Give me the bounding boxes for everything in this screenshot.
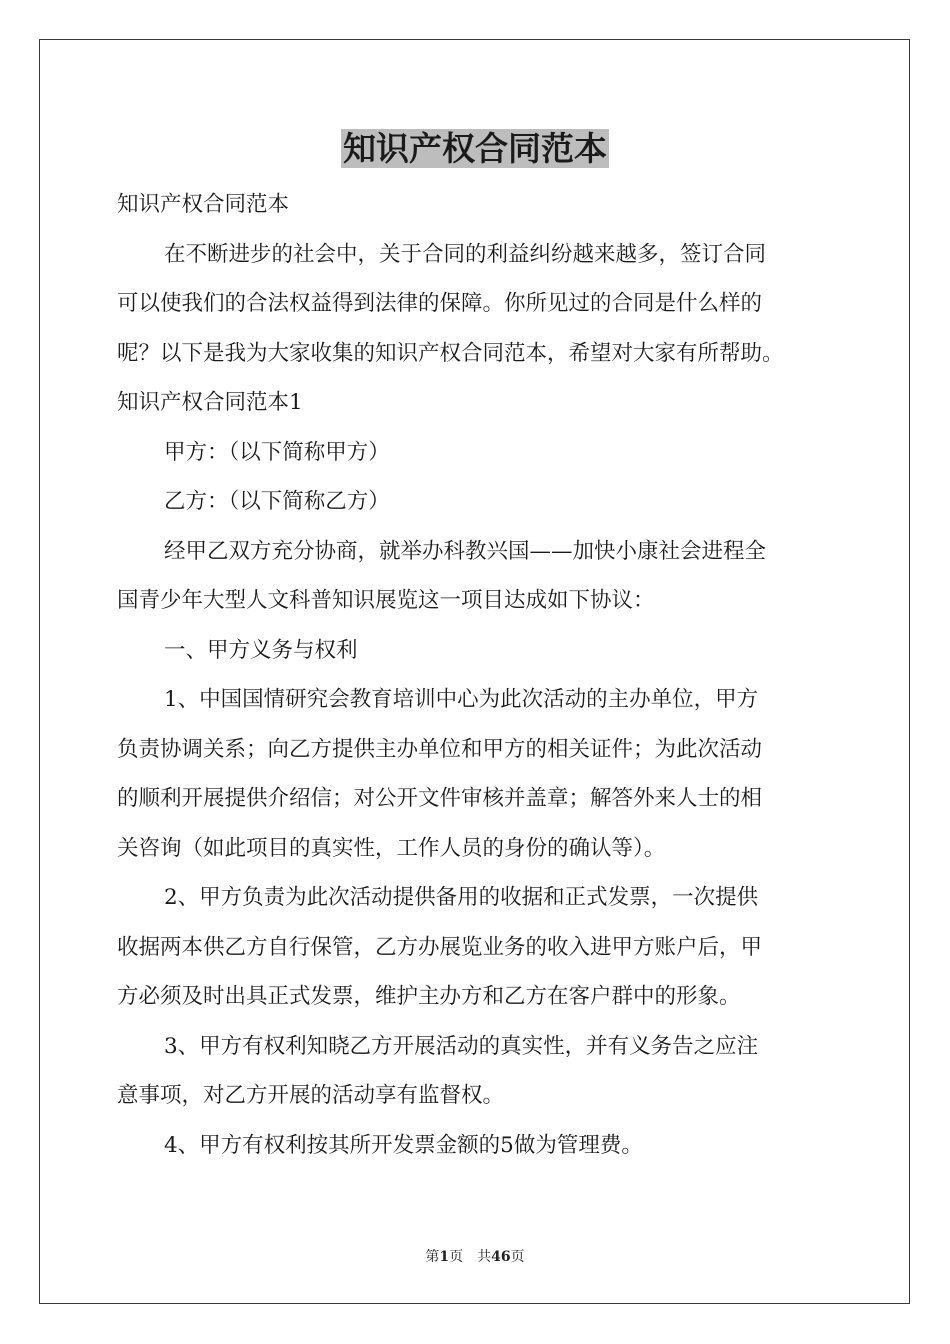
clause-line: 负责协调关系；向乙方提供主办单位和甲方的相关证件；为此次活动 <box>117 736 763 762</box>
paragraph-line: 呢？以下是我为大家收集的知识产权合同范本，希望对大家有所帮助。 <box>117 340 784 366</box>
subtitle-line: 知识产权合同范本 <box>117 192 290 217</box>
clause-line: 方必须及时出具正式发票，维护主办方和乙方在客户群中的形象。 <box>117 984 741 1009</box>
clause-line: 意事项，对乙方开展的活动享有监督权。 <box>117 1083 505 1108</box>
clause-line: 关咨询（如此项目的真实性，工作人员的身份的确认等）。 <box>117 835 666 861</box>
paragraph-line: 可以使我们的合法权益得到法律的保障。你所见过的合同是什么样的 <box>117 291 763 316</box>
document-title-text: 知识产权合同范本 <box>343 129 607 168</box>
page-number: 1 <box>439 1249 450 1265</box>
document-body <box>117 180 833 1170</box>
paragraph-line: 在不断进步的社会中，关于合同的利益纠纷越来越多，签订合同 <box>164 241 767 267</box>
clause-line: 的顺利开展提供介绍信；对公开文件审核并盖章；解答外来人士的相 <box>117 786 763 811</box>
total-pages: 46 <box>491 1249 511 1265</box>
clause-line: 1、中国国情研究会教育培训中心为此次活动的主办单位，甲方 <box>164 687 759 712</box>
paragraph-line: 经甲乙双方充分协商，就举办科教兴国——加快小康社会进程全 <box>164 538 767 564</box>
page-footer <box>0 1247 950 1267</box>
total-suffix: 页 <box>510 1249 525 1265</box>
document-title <box>0 126 950 172</box>
clause-line: 3、甲方有权利知晓乙方开展活动的真实性，并有义务告之应注 <box>164 1033 759 1059</box>
clause-line: 收据两本供乙方自行保管，乙方办展览业务的收入进甲方账户后，甲 <box>117 934 763 960</box>
total-prefix: 共 <box>477 1249 492 1265</box>
clause-line: 4、甲方有权利按其所开发票金额的5做为管理费。 <box>164 1132 643 1158</box>
section-heading: 知识产权合同范本1 <box>117 390 303 415</box>
page-suffix: 页 <box>449 1249 464 1265</box>
party-a-line: 甲方：（以下简称甲方） <box>164 439 390 465</box>
page-prefix: 第 <box>425 1249 440 1265</box>
clause-heading: 一、甲方义务与权利 <box>164 637 358 663</box>
paragraph-line: 国青少年大型人文科普知识展览这一项目达成如下协议： <box>117 588 655 613</box>
party-b-line: 乙方：（以下简称乙方） <box>164 489 390 514</box>
clause-line: 2、甲方负责为此次活动提供备用的收据和正式发票，一次提供 <box>164 885 759 910</box>
